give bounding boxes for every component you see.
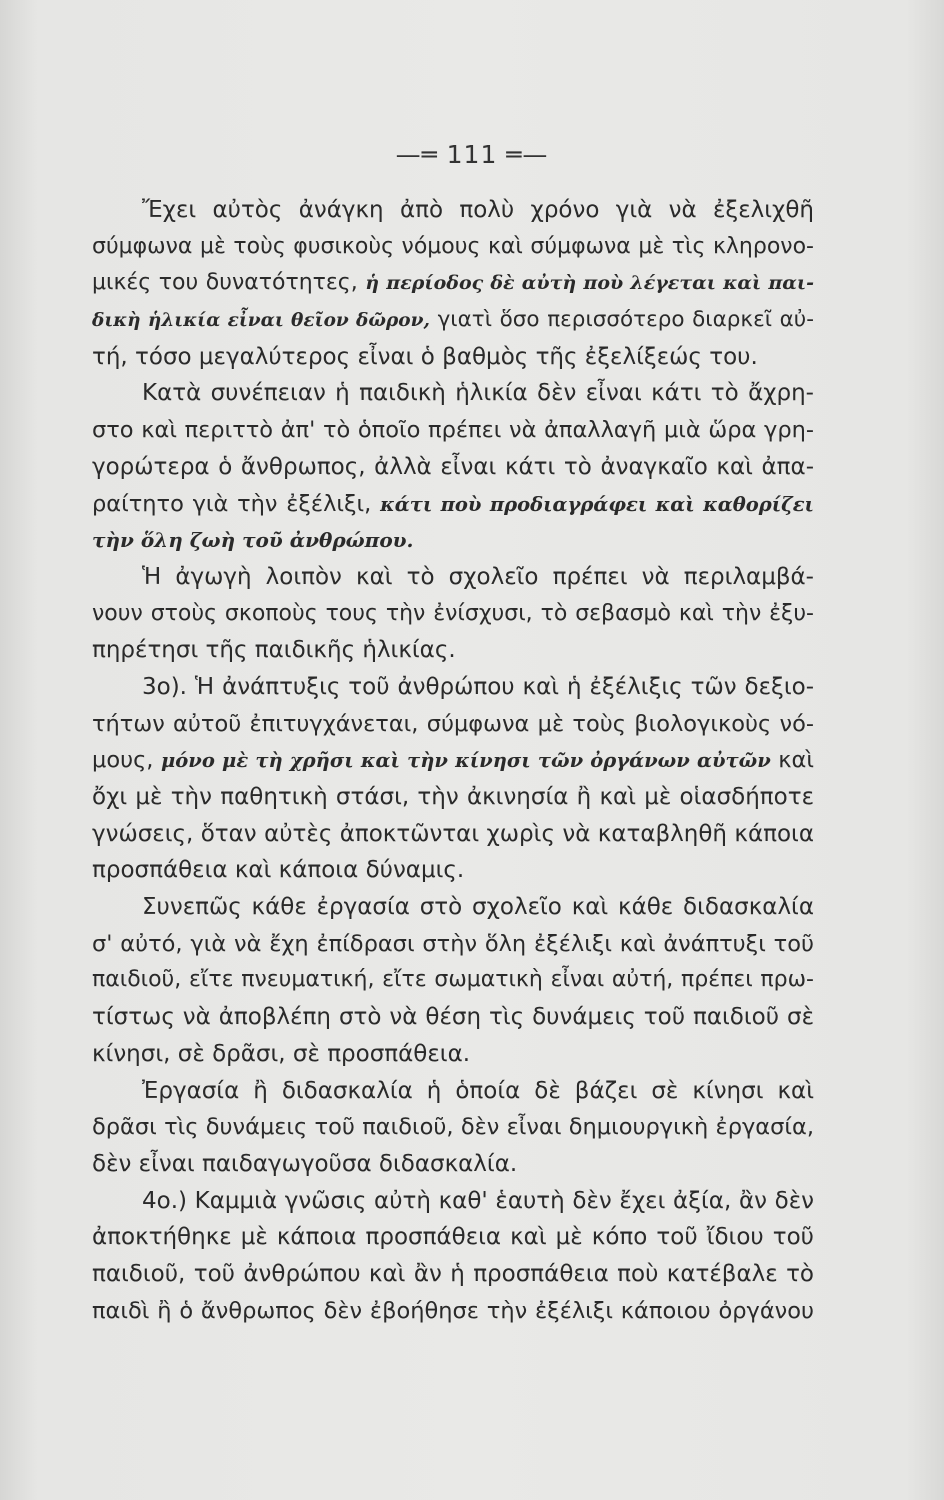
text-span: τίστως νὰ ἀποβλέπη στὸ νὰ θέση τὶς δυνάμεις τοῦ παιδιοῦ σὲ — [92, 1004, 814, 1031]
text-line — [92, 1109, 814, 1146]
emphasized-text: ἡ περίοδος δὲ αὐτὴ ποὺ λέγεται καὶ παι- — [365, 272, 814, 295]
text-line — [92, 1073, 814, 1110]
text-span: ἀποκτήθηκε μὲ κάποια προσπάθεια καὶ μὲ κόπο τοῦ ἴδιου τοῦ — [92, 1224, 814, 1251]
text-span: παιδιοῦ, τοῦ ἀνθρώπου καὶ ἂν ἡ προσπάθεια ποὺ κατέβαλε τὸ — [92, 1260, 814, 1287]
text-line — [92, 1293, 814, 1330]
text-line — [92, 816, 814, 853]
text-span: γορώτερα ὁ ἄνθρωπος, ἀλλὰ εἶναι κάτι τὸ ἀναγκαῖο καὶ ἀπα- — [92, 453, 814, 480]
text-span: σύμφωνα μὲ τοὺς φυσικοὺς νόμους καὶ σύμφωνα μὲ τὶς κληρονο- — [92, 233, 814, 259]
text-line — [92, 1183, 814, 1220]
text-line — [92, 449, 814, 486]
text-span: 3ο). Ἡ ἀνάπτυξις τοῦ ἀνθρώπου καὶ ἡ ἐξέλιξις τῶν δεξιο- — [142, 673, 814, 700]
text-line — [92, 229, 814, 266]
text-line — [92, 962, 814, 999]
text-line — [92, 486, 814, 523]
text-line — [92, 596, 814, 633]
text-span: Κατὰ συνέπειαν ἡ παιδικὴ ἡλικία δὲν εἶναι κάτι τὸ ἄχρη- — [142, 380, 814, 407]
text-line — [92, 192, 814, 229]
text-line — [92, 1256, 814, 1293]
text-span: πηρέτησι τῆς παιδικῆς ἡλικίας. — [92, 637, 456, 664]
text-line — [92, 412, 814, 449]
emphasized-text: τὴν ὅλη ζωὴ τοῦ ἀνθρώπου. — [92, 528, 414, 553]
text-line — [92, 375, 814, 412]
text-span: προσπάθεια καὶ κάποια δύναμις. — [92, 857, 465, 884]
text-span: καὶ — [770, 747, 814, 774]
text-line — [92, 889, 814, 926]
text-line — [92, 522, 814, 559]
text-span: παιδὶ ἢ ὁ ἄνθρωπος δὲν ἐβοήθησε τὴν ἐξέλιξι κάποιου ὀργάνου — [92, 1297, 814, 1324]
text-line — [92, 779, 814, 816]
text-span: 4ο.) Καμμιὰ γνῶσις αὐτὴ καθ' ἑαυτὴ δὲν ἔχει ἀξία, ἂν δὲν — [142, 1187, 814, 1214]
text-span: Ἔχει αὐτὸς ἀνάγκη ἀπὸ πολὺ χρόνο γιὰ νὰ ἐξελιχθῆ — [142, 197, 814, 223]
text-line — [92, 742, 814, 779]
text-span: μους, — [92, 747, 162, 774]
text-line — [92, 852, 814, 889]
text-span: Ἐργασία ἢ διδασκαλία ἡ ὁποία δὲ βάζει σὲ κίνησι καὶ — [142, 1077, 814, 1104]
emphasized-text: μόνο μὲ τὴ χρῆσι καὶ τὴν κίνησι τῶν ὀργάνων αὐτῶν — [161, 749, 771, 773]
text-line — [92, 1036, 814, 1073]
text-span: νουν στοὺς σκοποὺς τους τὴν ἐνίσχυσι, τὸ σεβασμὸ καὶ τὴν ἐξυ- — [92, 600, 814, 626]
text-span: Ἡ ἀγωγὴ λοιπὸν καὶ τὸ σχολεῖο πρέπει νὰ περιλαμβά- — [142, 563, 814, 590]
text-line — [92, 1219, 814, 1256]
text-span: τή, τόσο μεγαλύτερος εἶναι ὁ βαθμὸς τῆς ἐξελίξεώς του. — [92, 343, 758, 370]
text-span: μικές του δυνατότητες, — [92, 270, 366, 296]
text-span: τήτων αὐτοῦ ἐπιτυγχάνεται, σύμφωνα μὲ τοὺς βιολογικοὺς νό- — [92, 710, 814, 737]
text-line — [92, 1146, 814, 1183]
body-text — [92, 192, 814, 1329]
text-span: γιατὶ ὅσο περισσότερο διαρκεῖ αὐ- — [429, 307, 814, 333]
text-line — [92, 559, 814, 596]
text-line — [92, 339, 814, 376]
text-span: σ' αὐτό, γιὰ νὰ ἔχη ἐπίδρασι στὴν ὅλη ἐξέλιξι καὶ ἀνάπτυξι τοῦ — [92, 930, 814, 957]
text-span: παιδιοῦ, εἴτε πνευματική, εἴτε σωματικὴ εἶναι αὐτή, πρέπει πρω- — [92, 967, 814, 993]
text-line — [92, 302, 814, 339]
text-span: ραίτητο γιὰ τὴν ἐξέλιξι, — [92, 490, 381, 517]
text-span: δὲν εἶναι παιδαγωγοῦσα διδασκαλία. — [92, 1150, 518, 1177]
text-line — [92, 706, 814, 743]
emphasized-text: δικὴ ἡλικία εἶναι θεῖον δῶρον, — [92, 310, 430, 332]
text-span: ὄχι μὲ τὴν παθητικὴ στάσι, τὴν ἀκινησία ἢ καὶ μὲ οἱασδήποτε — [92, 784, 814, 810]
text-line — [92, 632, 814, 669]
text-line — [92, 265, 814, 302]
text-line — [92, 926, 814, 963]
page-number: —═ 111 ═— — [395, 140, 549, 169]
text-span: κίνησι, σὲ δρᾶσι, σὲ προσπάθεια. — [92, 1040, 471, 1067]
text-span: στο καὶ περιττὸ ἀπ' τὸ ὁποῖο πρέπει νὰ ἀπαλλαγῆ μιὰ ὥρα γρη- — [92, 417, 814, 444]
emphasized-text: κάτι ποὺ προδιαγράφει καὶ καθορίζει — [380, 492, 814, 516]
text-span: Συνεπῶς κάθε ἐργασία στὸ σχολεῖο καὶ κάθε διδασκαλία — [142, 894, 814, 921]
text-line — [92, 999, 814, 1036]
text-span: δρᾶσι τὶς δυνάμεις τοῦ παιδιοῦ, δὲν εἶναι δημιουργικὴ ἐργασία, — [92, 1114, 814, 1141]
text-span: γνώσεις, ὅταν αὐτὲς ἀποκτῶνται χωρὶς νὰ καταβληθῆ κάποια — [92, 820, 814, 847]
text-line — [92, 669, 814, 706]
